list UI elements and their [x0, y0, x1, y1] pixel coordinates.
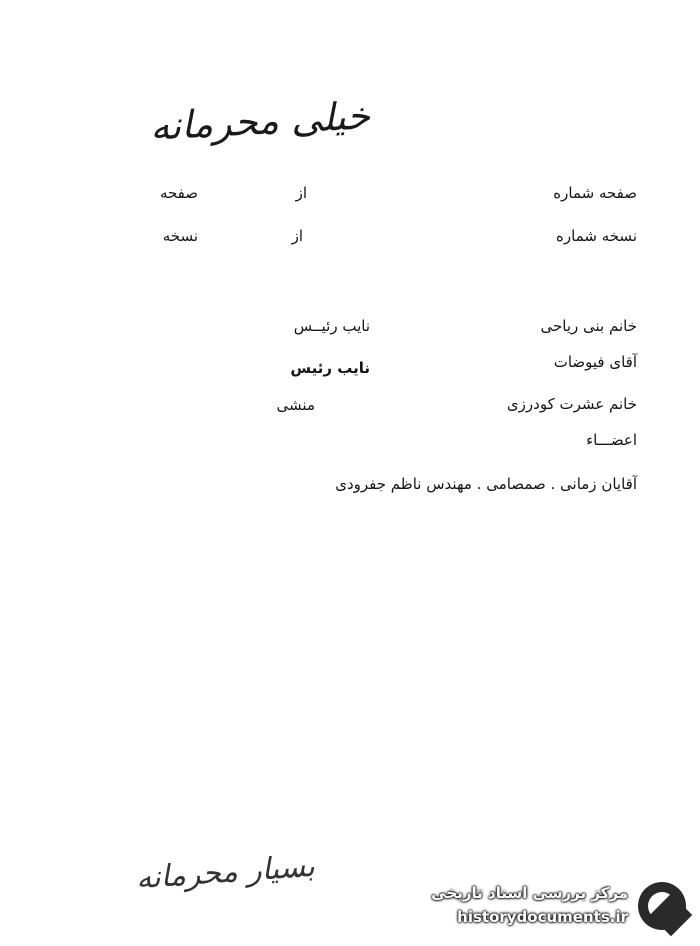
- copy-number-label: نسخه شماره: [556, 227, 637, 245]
- watermark: [406, 880, 686, 940]
- roster-name: خانم عشرت کودرزی: [506, 395, 637, 413]
- roster-name: آقای فیوضات: [553, 353, 637, 371]
- page-of-label: از: [295, 184, 307, 202]
- roster-name: خانم بنی ریاحی: [540, 317, 637, 335]
- roster-role: نایب رئیس: [290, 359, 370, 377]
- watermark-org-name: مرکز بررسی اسناد تاریخی: [431, 884, 628, 902]
- page-unit-label: صفحه: [159, 184, 198, 202]
- members-heading: اعضـــاء: [586, 431, 637, 449]
- archive-logo-icon: [638, 882, 686, 930]
- page-number-label: صفحه شماره: [553, 184, 637, 202]
- roster-role: نایب رئیــس: [293, 317, 370, 335]
- watermark-site-url: historydocuments.ir: [457, 908, 628, 926]
- handwritten-note: بسیار محرمانه: [134, 848, 316, 897]
- classification-stamp: خیلی محرمانه: [148, 93, 372, 149]
- copy-of-label: از: [291, 227, 303, 245]
- roster-role: منشی: [276, 396, 315, 414]
- copy-unit-label: نسخه: [162, 227, 198, 245]
- members-names: آقایان زمانی . صمصامی . مهندس ناظم جفرودی: [335, 475, 637, 493]
